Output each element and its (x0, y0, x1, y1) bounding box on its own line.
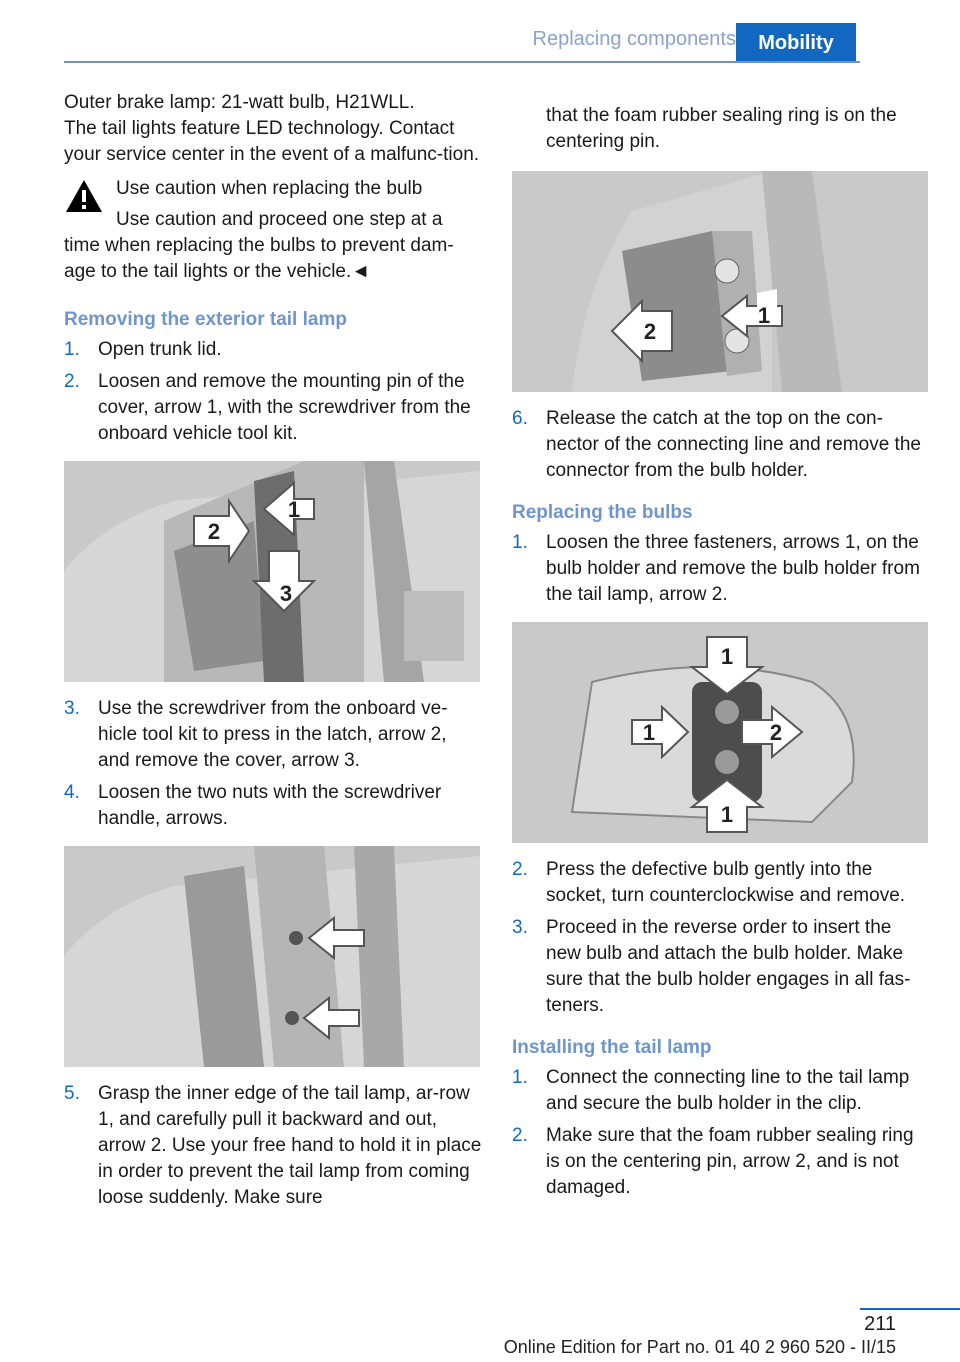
footer-rule (860, 1308, 960, 1310)
arrow-label: 1 (642, 720, 656, 745)
list-item (512, 530, 930, 608)
list-item (512, 915, 930, 1019)
step-text: Open trunk lid. (98, 339, 222, 360)
arrow-label: 2 (769, 720, 783, 745)
left-column (64, 90, 482, 1217)
step-number: 2. (64, 371, 80, 392)
header-rule (64, 61, 860, 63)
warning-icon (64, 178, 104, 214)
list-item (512, 1123, 930, 1201)
right-column (512, 103, 930, 1207)
figure-pull-lamp (512, 171, 928, 392)
heading-removing-tail-lamp: Removing the exterior tail lamp (64, 309, 347, 330)
list-item (512, 857, 930, 909)
step-number: 2. (512, 859, 528, 880)
tail-lamp-pull-illustration (512, 171, 928, 392)
arrow-label: 2 (643, 319, 657, 344)
step-number: 3. (512, 917, 528, 938)
step-text: Loosen the three fasteners, arrows 1, on the bulb holder and remove the bulb holder from the tail lamp, arrow 2. (546, 532, 920, 605)
section-title: Replacing components (532, 28, 736, 50)
step-text: Proceed in the reverse order to insert the new bulb and attach the bulb holder. Make sure that the bulb holder engages in all fas-teners. (546, 917, 911, 1016)
arrow-label: 1 (720, 644, 734, 669)
step-number: 6. (512, 408, 528, 429)
arrow-label: 1 (287, 497, 301, 522)
step-number: 5. (64, 1083, 80, 1104)
arrow-label: 3 (279, 581, 293, 606)
step-text: Loosen the two nuts with the screwdriver handle, arrows. (98, 782, 442, 829)
step-number: 2. (512, 1125, 528, 1146)
tail-lamp-nuts-illustration (64, 846, 480, 1067)
warning-body: Use caution and proceed one step at a time when replacing the bulbs to prevent dam-age to the tail lights or the vehicle.◄ (64, 209, 454, 282)
step-text: Grasp the inner edge of the tail lamp, ar-row 1, and carefully pull it backward and out, arrow 2. Use your free hand to hold it in place in order to prevent the tail lamp from coming loose suddenly. Make sure (98, 1083, 482, 1208)
warning-block (64, 176, 482, 285)
intro-bulb-spec: Outer brake lamp: 21-watt bulb, H21WLL. (64, 92, 415, 113)
bulb-holder-illustration (512, 622, 928, 843)
heading-installing-tail-lamp: Installing the tail lamp (512, 1037, 712, 1058)
list-item (64, 780, 482, 832)
step-number: 3. (64, 698, 80, 719)
page-header (0, 0, 960, 62)
arrow-label: 1 (757, 303, 771, 328)
arrow-label: 1 (720, 802, 734, 827)
step-number: 4. (64, 782, 80, 803)
list-item (64, 337, 482, 363)
list-item (64, 369, 482, 447)
figure-nuts (64, 846, 480, 1067)
heading-replacing-bulbs: Replacing the bulbs (512, 502, 693, 523)
continued-text: that the foam rubber sealing ring is on the centering pin. (546, 105, 897, 152)
page-number: 211 (864, 1313, 896, 1335)
list-item (64, 1081, 482, 1211)
step-text: Make sure that the foam rubber sealing ring is on the centering pin, arrow 2, and is not damaged. (546, 1125, 914, 1198)
warning-title: Use caution when replacing the bulb (116, 178, 423, 199)
edition-note: Online Edition for Part no. 01 40 2 960 520 - II/15 (503, 1337, 896, 1357)
step-text: Loosen and remove the mounting pin of the cover, arrow 1, with the screwdriver from the onboard vehicle tool kit. (98, 371, 471, 444)
list-item (512, 406, 930, 484)
step-number: 1. (512, 1067, 528, 1088)
intro-led-note: The tail lights feature LED technology. Contact your service center in the event of a malfunc-tion. (64, 118, 480, 165)
step-text: Press the defective bulb gently into the socket, turn counterclockwise and remove. (546, 859, 906, 906)
step-text: Release the catch at the top on the con-nector of the connecting line and remove the connector from the bulb holder. (546, 408, 921, 481)
figure-cover-removal (64, 461, 480, 682)
list-item (64, 696, 482, 774)
tail-lamp-cover-illustration (64, 461, 480, 682)
arrow-label: 2 (207, 519, 221, 544)
list-item (512, 1065, 930, 1117)
step-number: 1. (512, 532, 528, 553)
chapter-tab: Mobility (736, 23, 856, 61)
figure-bulb-holder (512, 622, 928, 843)
step-text: Connect the connecting line to the tail lamp and secure the bulb holder in the clip. (546, 1067, 910, 1114)
step-text: Use the screwdriver from the onboard ve-hicle tool kit to press in the latch, arrow 2, and remove the cover, arrow 3. (98, 698, 448, 771)
step-number: 1. (64, 339, 80, 360)
